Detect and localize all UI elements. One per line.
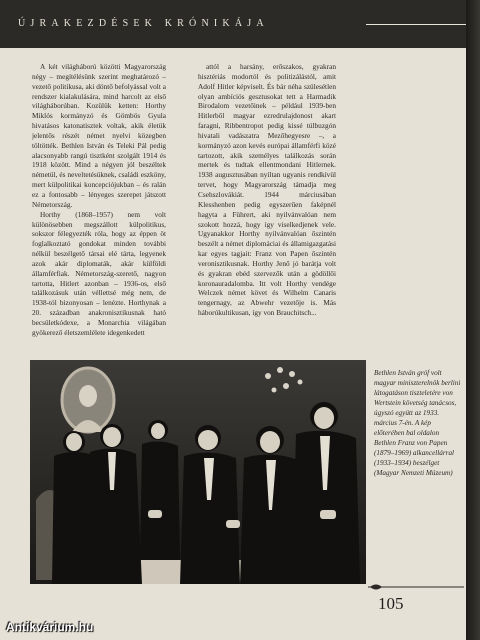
- running-header-title: ÚJRAKEZDÉSEK KRÓNIKÁJA: [18, 18, 269, 29]
- text-column-left: [32, 62, 166, 358]
- paragraph: A két világháború közötti Magyarország négy – megítélésünk szerint meghatározó – vezető politikusa, aki döntő befolyással volt a rendszer kialakulására, mind harcolt az első világháborúban. Kozülük ketten: Horthy Miklós kormányzó és Gömbös Gyula hivatásos katonatisztek voltak, akik életük jelentős részét német nyelvi közegben töltötték. Bethlen István és Teleki Pál pedig alacsonyabb rangú tisztként szolgált 1914 és 1918 között. Mind a négyen jól beszéltek németül, és neveltetésüknek, családi eszköny, mert külpolitikai koncepciójukban – és ralán ez a fontosabb – lényeges szerepet játszott Németország.: [32, 62, 166, 209]
- ornament-rule: [368, 582, 464, 592]
- header-rule: [366, 24, 466, 25]
- historical-photograph: [30, 360, 366, 584]
- running-header: [0, 0, 466, 48]
- watermark: Antikvárium.hu: [6, 620, 94, 634]
- paragraph: Horthy (1868–1957) nem volt különösebben megszállott külpolitikus, sokszor félegyezték róla, hogy az éppen öt foglalkoztató gondokat minden további nélkül beszélgető társai elé tárta, legyenek azok akár diplomaták, akár külföldi államférfiak. Németország-szerető, nagyon tartotta, Hitlert azonban – 1936-os, első találkozásuk után véllettsé még nem, de 1938-tól bizonyosan – lenézte. Horthynak a 20. században anakronisztikusnak ható becsületkódexe, a Monarchia világában gyökerező életszemlélete idegenkedett: [32, 209, 166, 337]
- book-spine-edge: [466, 0, 480, 640]
- photo-caption: Bethlen István gróf volt magyar miniszterelnök berlini látogatáson tiszteletére von Wertstein követség tanácsos, úgyszó együtt az 1933. március 7-én. A kép előterében bal oldalon Bethlen Franz von Papen (1879–1969) alkancellárral (1933–1934) beszélget (Magyar Nemzeti Múzeum): [374, 369, 461, 477]
- text-column-right: [198, 62, 336, 358]
- photo-illustration: [30, 360, 366, 584]
- paragraph: attól a harsány, erőszakos, gyakran hisztériás modortól és politizálástól, amit Adolf Hitler képviselt. És bár néha szülesétlen olyan ambíciós gesztusokat tett a Harmadik Birodalom vezetőinek – például 1939-ben Hitlerből magyar ezredrulajdonost akart faragni, Ribbentropot pedig kissé túlbuzgón hivatali vadászatra Mezőhegyesre –, a kormányzó azon kevés európai államférfi közé tartozott, akik személyes találkozás során mertek és tudtak ellentmondani Hitlernek. 1938 augusztusában nyíltan ugyanis rendkívül tervet, hogy Magyarország támadja meg Csehszlovákiát. 1944 márciusában Klesshenben pedig egyszerűen faképnél hagyta a Führert, aki nyilvánvalóan nem szokott hozzá, hogy így viselkedjenek vele. Ugyanakkor Horthy nyilvánvalóan őszintén beszélt a német diplomáciai és államigazgatási kar egyes tagjait: Franz von Papen őszintén veronisztikusnak. Horthy Jenő jó barátja volt és gyakran ebéd szervezők után a gödöllői koronauradalomba. Itt volt Horthy vendége Welczek német követ és Wilhelm Canaris tengernagy, az Abwehr vezetője is. Más háborúkultikusan, így von Brauchitsch...: [198, 62, 336, 318]
- page-number: 105: [378, 594, 404, 613]
